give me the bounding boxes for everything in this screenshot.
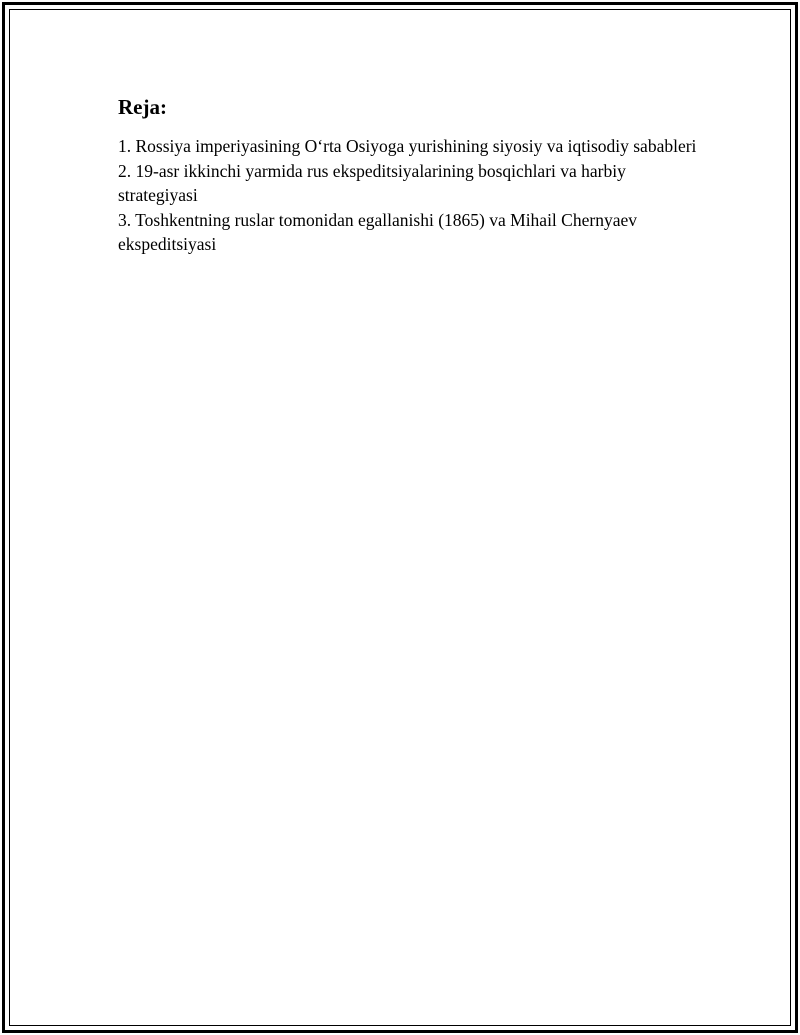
- plan-list: [118, 134, 698, 257]
- plan-item-2: 2. 19-asr ikkinchi yarmida rus ekspeditsiyalarining bosqichlari va harbiy strategiyasi: [118, 160, 626, 205]
- plan-heading: Reja:: [118, 95, 167, 119]
- plan-item-3: 3. Toshkentning ruslar tomonidan egallanishi (1865) va Mihail Chernyaev ekspeditsiyasi: [118, 209, 637, 254]
- page-content: [118, 94, 698, 257]
- plan-item-1: 1. Rossiya imperiyasining O‘rta Osiyoga yurishining siyosiy va iqtisodiy sabableri: [118, 136, 697, 156]
